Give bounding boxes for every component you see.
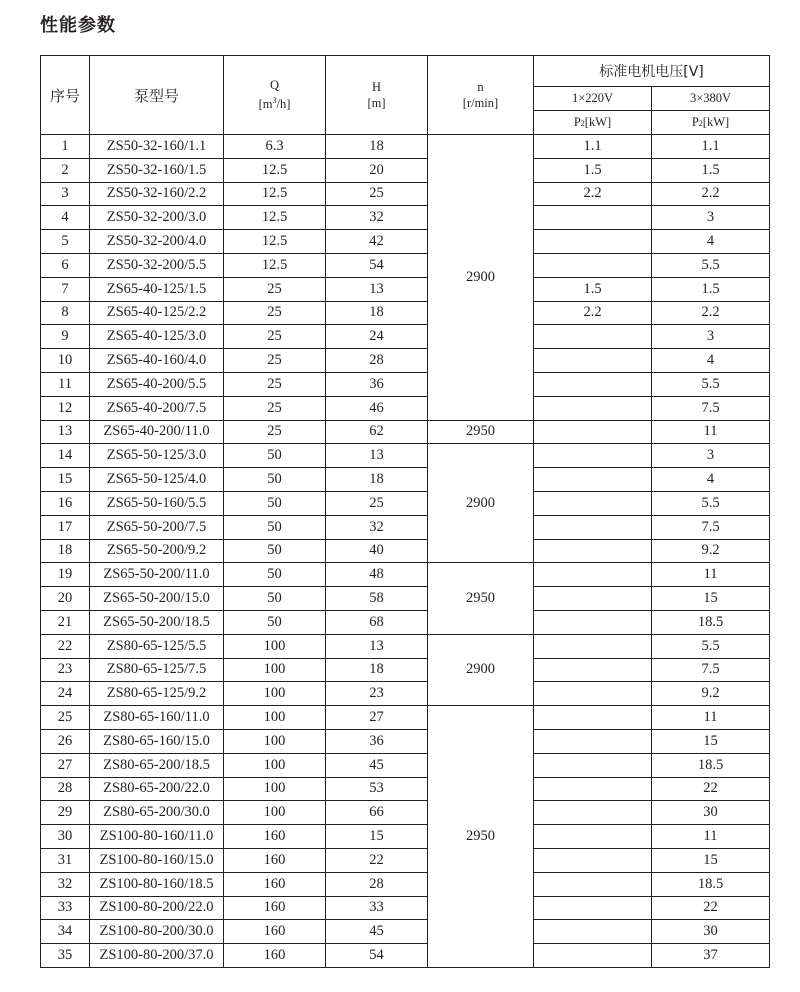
cell-power-three: 1.5 [652,158,770,182]
cell-power-three: 7.5 [652,515,770,539]
cell-speed: 2950 [428,563,534,634]
cell-model: ZS50-32-200/5.5 [90,253,224,277]
cell-seq: 31 [41,848,90,872]
cell-flow: 25 [224,396,326,420]
table-row [41,158,770,182]
table-row [41,182,770,206]
cell-power-single: 2.2 [534,301,652,325]
cell-model: ZS65-50-160/5.5 [90,491,224,515]
cell-head: 25 [326,491,428,515]
table-row [41,468,770,492]
cell-speed: 2950 [428,420,534,444]
cell-model: ZS100-80-200/30.0 [90,920,224,944]
cell-seq: 19 [41,563,90,587]
cell-flow: 100 [224,753,326,777]
table-row [41,420,770,444]
cell-model: ZS65-50-200/11.0 [90,563,224,587]
cell-power-three: 30 [652,920,770,944]
cell-flow: 12.5 [224,182,326,206]
power-symbol: P [573,115,581,129]
cell-flow: 50 [224,610,326,634]
table-row [41,610,770,634]
cell-model: ZS65-50-200/18.5 [90,610,224,634]
cell-power-single [534,753,652,777]
cell-head: 22 [326,848,428,872]
cell-model: ZS100-80-160/15.0 [90,848,224,872]
cell-model: ZS80-65-125/9.2 [90,682,224,706]
cell-model: ZS80-65-125/7.5 [90,658,224,682]
cell-seq: 32 [41,872,90,896]
cell-power-three: 3 [652,325,770,349]
cell-power-three: 11 [652,706,770,730]
cell-power-three: 15 [652,729,770,753]
cell-power-single [534,706,652,730]
cell-flow: 160 [224,825,326,849]
header-flow-unit-sup: 3 [272,96,277,106]
cell-flow: 50 [224,539,326,563]
cell-model: ZS65-40-200/11.0 [90,420,224,444]
cell-head: 23 [326,682,428,706]
cell-flow: 25 [224,325,326,349]
cell-head: 24 [326,325,428,349]
cell-flow: 50 [224,491,326,515]
cell-power-three: 15 [652,848,770,872]
cell-power-single [534,920,652,944]
table-row [41,706,770,730]
table-row [41,658,770,682]
header-flow-unit-left: [m [258,97,273,112]
cell-flow: 160 [224,872,326,896]
cell-head: 18 [326,658,428,682]
table-row [41,372,770,396]
performance-table [40,55,770,968]
header-seq: 序号 [41,56,90,135]
cell-flow: 25 [224,349,326,373]
cell-flow: 50 [224,563,326,587]
cell-seq: 29 [41,801,90,825]
table-row [41,349,770,373]
cell-seq: 9 [41,325,90,349]
cell-seq: 25 [41,706,90,730]
cell-seq: 23 [41,658,90,682]
cell-power-single [534,206,652,230]
cell-seq: 34 [41,920,90,944]
cell-head: 25 [326,182,428,206]
cell-head: 28 [326,872,428,896]
table-row [41,729,770,753]
cell-flow: 25 [224,277,326,301]
cell-seq: 16 [41,491,90,515]
cell-model: ZS80-65-160/15.0 [90,729,224,753]
cell-power-three: 11 [652,825,770,849]
header-speed-name: n [477,80,484,94]
cell-power-three: 11 [652,563,770,587]
cell-model: ZS80-65-200/18.5 [90,753,224,777]
cell-power-single [534,587,652,611]
cell-power-single [534,634,652,658]
cell-speed: 2900 [428,634,534,705]
cell-power-three: 4 [652,468,770,492]
table-row [41,515,770,539]
header-speed [428,56,534,135]
table-row [41,135,770,159]
cell-seq: 5 [41,230,90,254]
cell-power-single: 1.1 [534,135,652,159]
cell-head: 13 [326,277,428,301]
cell-head: 13 [326,634,428,658]
cell-power-three: 7.5 [652,658,770,682]
cell-power-single [534,325,652,349]
cell-model: ZS80-65-160/11.0 [90,706,224,730]
cell-power-single [534,777,652,801]
cell-seq: 24 [41,682,90,706]
cell-flow: 12.5 [224,230,326,254]
cell-power-three: 4 [652,230,770,254]
header-single-phase: 1×220V [534,87,652,111]
cell-model: ZS65-40-125/1.5 [90,277,224,301]
cell-head: 36 [326,372,428,396]
table-row [41,396,770,420]
header-flow [224,56,326,135]
table-row [41,753,770,777]
table-row [41,896,770,920]
cell-power-three: 18.5 [652,753,770,777]
cell-power-three: 37 [652,944,770,968]
cell-model: ZS50-32-160/2.2 [90,182,224,206]
cell-flow: 12.5 [224,206,326,230]
cell-model: ZS65-50-200/9.2 [90,539,224,563]
header-speed-unit: [r/min] [462,96,499,110]
cell-flow: 100 [224,729,326,753]
table-header [41,56,770,135]
table-row [41,491,770,515]
cell-head: 45 [326,753,428,777]
table-row [41,801,770,825]
cell-power-single [534,539,652,563]
power-unit: [kW] [702,115,730,129]
cell-power-single [534,825,652,849]
cell-power-three: 2.2 [652,301,770,325]
cell-flow: 25 [224,372,326,396]
cell-power-three: 30 [652,801,770,825]
cell-flow: 25 [224,420,326,444]
power-subscript: 2 [698,119,703,128]
cell-seq: 8 [41,301,90,325]
table-row [41,301,770,325]
cell-power-single [534,420,652,444]
table-row [41,563,770,587]
cell-model: ZS100-80-200/22.0 [90,896,224,920]
cell-model: ZS50-32-160/1.1 [90,135,224,159]
table-row [41,206,770,230]
cell-power-single: 2.2 [534,182,652,206]
cell-seq: 14 [41,444,90,468]
cell-power-three: 5.5 [652,372,770,396]
cell-power-three: 1.5 [652,277,770,301]
cell-head: 20 [326,158,428,182]
cell-power-three: 22 [652,777,770,801]
cell-head: 36 [326,729,428,753]
header-three-phase: 3×380V [652,87,770,111]
cell-flow: 160 [224,896,326,920]
table-row [41,444,770,468]
cell-power-three: 5.5 [652,253,770,277]
cell-power-three: 5.5 [652,634,770,658]
cell-seq: 4 [41,206,90,230]
cell-power-three: 22 [652,896,770,920]
table-row [41,848,770,872]
cell-head: 53 [326,777,428,801]
header-head-unit: [m] [367,96,386,110]
cell-model: ZS65-40-125/2.2 [90,301,224,325]
cell-seq: 15 [41,468,90,492]
cell-power-three: 18.5 [652,872,770,896]
cell-seq: 26 [41,729,90,753]
cell-power-single [534,444,652,468]
header-flow-name: Q [269,78,280,93]
cell-head: 28 [326,349,428,373]
cell-power-three: 4 [652,349,770,373]
cell-seq: 20 [41,587,90,611]
cell-head: 68 [326,610,428,634]
cell-power-single [534,658,652,682]
cell-head: 33 [326,896,428,920]
cell-head: 62 [326,420,428,444]
cell-head: 42 [326,230,428,254]
cell-head: 54 [326,944,428,968]
cell-head: 18 [326,135,428,159]
cell-flow: 50 [224,587,326,611]
cell-model: ZS65-40-125/3.0 [90,325,224,349]
power-subscript: 2 [580,119,585,128]
cell-seq: 18 [41,539,90,563]
cell-seq: 12 [41,396,90,420]
cell-seq: 27 [41,753,90,777]
cell-power-single [534,563,652,587]
cell-model: ZS80-65-200/30.0 [90,801,224,825]
cell-head: 32 [326,206,428,230]
table-row [41,872,770,896]
cell-head: 46 [326,396,428,420]
cell-model: ZS80-65-125/5.5 [90,634,224,658]
cell-seq: 30 [41,825,90,849]
cell-head: 54 [326,253,428,277]
cell-speed: 2900 [428,444,534,563]
cell-head: 66 [326,801,428,825]
cell-seq: 28 [41,777,90,801]
cell-seq: 7 [41,277,90,301]
cell-power-single: 1.5 [534,158,652,182]
cell-seq: 3 [41,182,90,206]
table-body [41,135,770,968]
cell-head: 32 [326,515,428,539]
cell-power-single [534,468,652,492]
cell-model: ZS65-50-200/15.0 [90,587,224,611]
power-unit: [kW] [584,115,612,129]
table-row [41,682,770,706]
cell-flow: 100 [224,777,326,801]
header-head [326,56,428,135]
cell-flow: 12.5 [224,158,326,182]
cell-head: 15 [326,825,428,849]
cell-power-three: 15 [652,587,770,611]
cell-flow: 100 [224,634,326,658]
table-row [41,944,770,968]
cell-power-three: 7.5 [652,396,770,420]
cell-power-single [534,491,652,515]
cell-power-single [534,801,652,825]
table-row [41,230,770,254]
cell-power-three: 11 [652,420,770,444]
cell-power-single [534,372,652,396]
cell-power-three: 2.2 [652,182,770,206]
header-power-single [534,111,652,135]
cell-model: ZS80-65-200/22.0 [90,777,224,801]
cell-flow: 100 [224,682,326,706]
cell-power-three: 18.5 [652,610,770,634]
cell-power-three: 5.5 [652,491,770,515]
cell-flow: 100 [224,706,326,730]
cell-seq: 2 [41,158,90,182]
cell-model: ZS65-50-125/4.0 [90,468,224,492]
cell-speed: 2950 [428,706,534,968]
cell-flow: 25 [224,301,326,325]
cell-seq: 11 [41,372,90,396]
cell-model: ZS50-32-160/1.5 [90,158,224,182]
cell-power-single [534,872,652,896]
cell-flow: 50 [224,444,326,468]
cell-head: 48 [326,563,428,587]
cell-head: 27 [326,706,428,730]
header-voltage: 标准电机电压[V] [534,56,770,87]
cell-power-single: 1.5 [534,277,652,301]
cell-seq: 17 [41,515,90,539]
cell-power-three: 1.1 [652,135,770,159]
cell-power-single [534,396,652,420]
table-row [41,920,770,944]
cell-head: 58 [326,587,428,611]
cell-power-single [534,610,652,634]
cell-seq: 33 [41,896,90,920]
cell-flow: 160 [224,848,326,872]
header-power-three [652,111,770,135]
cell-power-single [534,230,652,254]
table-row [41,325,770,349]
cell-seq: 1 [41,135,90,159]
table-row [41,277,770,301]
cell-seq: 10 [41,349,90,373]
cell-power-single [534,848,652,872]
header-flow-unit-right: /h] [276,97,291,112]
cell-head: 13 [326,444,428,468]
cell-head: 45 [326,920,428,944]
cell-power-three: 3 [652,444,770,468]
cell-power-single [534,253,652,277]
cell-power-single [534,515,652,539]
cell-power-single [534,944,652,968]
cell-seq: 6 [41,253,90,277]
cell-power-single [534,349,652,373]
cell-model: ZS65-50-125/3.0 [90,444,224,468]
cell-flow: 50 [224,468,326,492]
cell-model: ZS65-40-200/5.5 [90,372,224,396]
cell-model: ZS100-80-160/18.5 [90,872,224,896]
cell-head: 18 [326,301,428,325]
cell-seq: 35 [41,944,90,968]
cell-flow: 160 [224,944,326,968]
cell-power-single [534,682,652,706]
power-symbol: P [691,115,699,129]
cell-model: ZS100-80-200/37.0 [90,944,224,968]
header-head-name: H [371,80,382,94]
cell-seq: 22 [41,634,90,658]
cell-flow: 160 [224,920,326,944]
table-row [41,634,770,658]
page-title: 性能参数 [40,15,116,36]
cell-head: 18 [326,468,428,492]
cell-speed: 2900 [428,135,534,421]
cell-model: ZS50-32-200/3.0 [90,206,224,230]
table-row [41,587,770,611]
cell-flow: 100 [224,801,326,825]
cell-model: ZS65-40-160/4.0 [90,349,224,373]
cell-power-three: 3 [652,206,770,230]
cell-flow: 6.3 [224,135,326,159]
table-row [41,825,770,849]
cell-seq: 13 [41,420,90,444]
cell-power-three: 9.2 [652,682,770,706]
cell-model: ZS65-40-200/7.5 [90,396,224,420]
cell-model: ZS65-50-200/7.5 [90,515,224,539]
cell-power-single [534,729,652,753]
cell-flow: 12.5 [224,253,326,277]
cell-seq: 21 [41,610,90,634]
cell-model: ZS100-80-160/11.0 [90,825,224,849]
cell-flow: 100 [224,658,326,682]
table-row [41,777,770,801]
table-row [41,539,770,563]
cell-model: ZS50-32-200/4.0 [90,230,224,254]
cell-power-single [534,896,652,920]
table-row [41,253,770,277]
cell-head: 40 [326,539,428,563]
cell-power-three: 9.2 [652,539,770,563]
cell-flow: 50 [224,515,326,539]
header-model: 泵型号 [90,56,224,135]
